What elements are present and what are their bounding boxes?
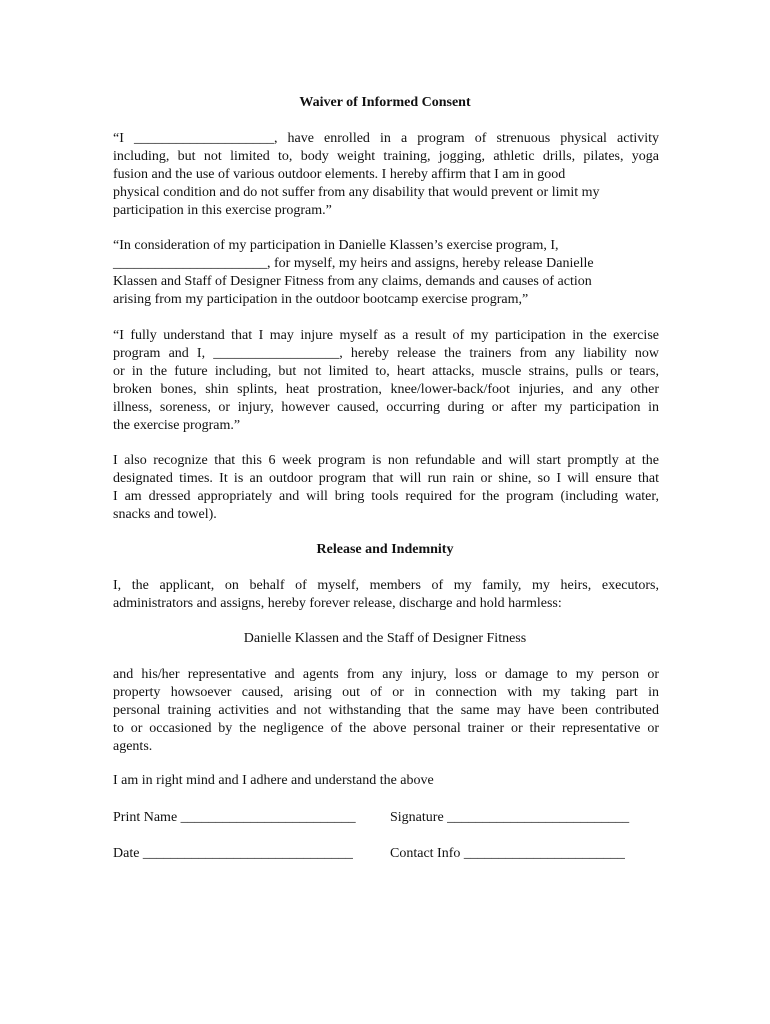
text-line: “In consideration of my participation in Danielle Klassen’s exercise program, I, — [113, 238, 559, 253]
document-title: Waiver of Informed Consent — [299, 95, 471, 110]
text-line: Klassen and Staff of Designer Fitness from any claims, demands and causes of action — [113, 274, 592, 289]
text-line: snacks and towel). — [113, 507, 217, 522]
text-line: fusion and the use of various outdoor elements. I hereby affirm that I am in good — [113, 167, 566, 182]
text-line: “I ____________________, have enrolled in a program of strenuous physical activity — [113, 131, 659, 146]
text-line: “I fully understand that I may injure myself as a result of my participation in the exercise — [113, 328, 659, 343]
text-line: administrators and assigns, hereby forever release, discharge and hold harmless: — [113, 596, 562, 611]
text-line: program and I, __________________, hereby release the trainers from any liability now — [113, 346, 659, 361]
text-line: ______________________, for myself, my heirs and assigns, hereby release Danielle — [113, 256, 594, 271]
contact-info-field[interactable]: Contact Info _______________________ — [390, 846, 625, 861]
released-parties: Danielle Klassen and the Staff of Designer Fitness — [243, 631, 527, 646]
print-name-field[interactable]: Print Name _________________________ — [113, 810, 356, 825]
text-line: illness, soreness, or injury, however caused, occurring during or after my participation in — [113, 400, 659, 415]
text-line: I also recognize that this 6 week program is non refundable and will start promptly at the — [113, 453, 659, 468]
text-line: the exercise program.” — [113, 418, 241, 433]
text-line: I, the applicant, on behalf of myself, members of my family, my heirs, executors, — [113, 578, 659, 593]
text-line: agents. — [113, 739, 153, 754]
text-line: participation in this exercise program.” — [113, 203, 332, 218]
text-line: designated times. It is an outdoor program that will run rain or shine, so I will ensure that — [113, 471, 659, 486]
text-line: broken bones, shin splints, heat prostration, knee/lower-back/foot injuries, and any other — [113, 382, 659, 397]
text-line: personal training activities and not withstanding that the same may have been contributed — [113, 703, 659, 718]
text-line: to or occasioned by the negligence of the above personal trainer or their representative or — [113, 721, 659, 736]
text-line: or in the future including, but not limited to, heart attacks, muscle strains, pulls or tears, — [113, 364, 659, 379]
text-line: arising from my participation in the outdoor bootcamp exercise program,” — [113, 292, 529, 307]
release-heading: Release and Indemnity — [316, 542, 454, 557]
affirmation-statement: I am in right mind and I adhere and understand the above — [113, 773, 434, 788]
date-field[interactable]: Date ______________________________ — [113, 846, 353, 861]
text-line: physical condition and do not suffer from any disability that would prevent or limit my — [113, 185, 600, 200]
text-line: and his/her representative and agents from any injury, loss or damage to my person or — [113, 667, 659, 682]
text-line: including, but not limited to, body weight training, jogging, athletic drills, pilates, yoga — [113, 149, 659, 164]
text-line: property howsoever caused, arising out of or in connection with my taking part in — [113, 685, 659, 700]
text-line: I am dressed appropriately and will bring tools required for the program (including water, — [113, 489, 659, 504]
signature-field[interactable]: Signature __________________________ — [390, 810, 630, 825]
